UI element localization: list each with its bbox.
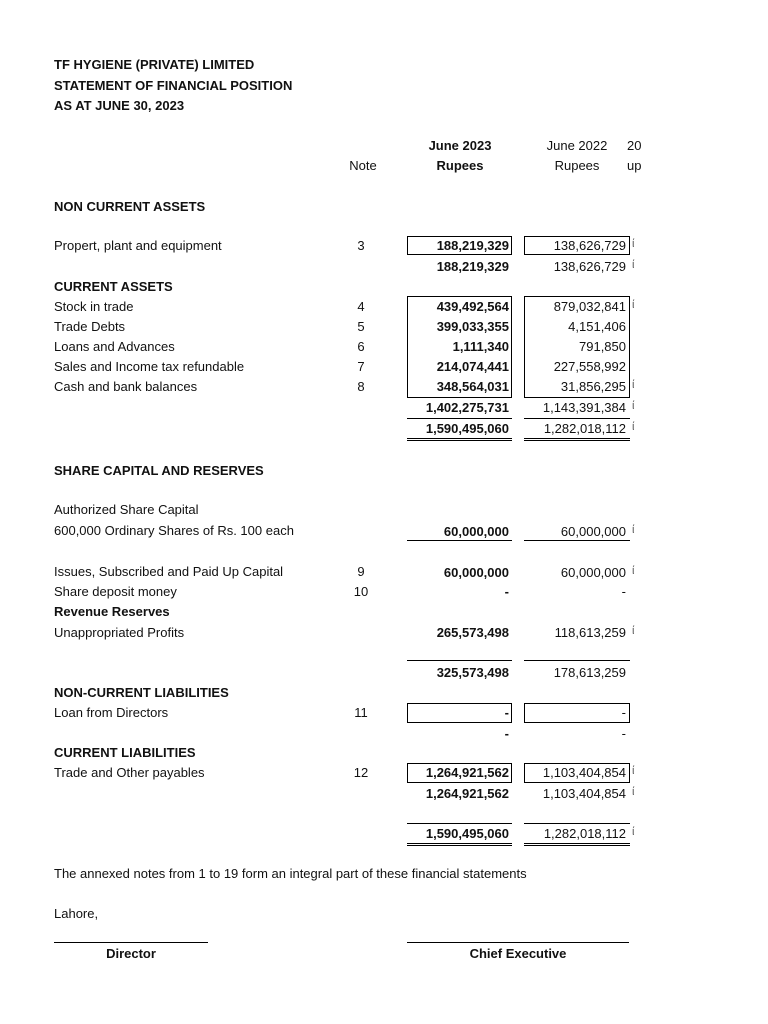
edge-glyph: ί — [632, 565, 635, 577]
edge-glyph: ί — [632, 524, 635, 536]
statement-date: AS AT JUNE 30, 2023 — [54, 98, 185, 113]
deposit-note: 10 — [353, 584, 369, 599]
equity-total-py: 178,613,259 — [553, 665, 626, 680]
trade-debts-note: 5 — [357, 319, 365, 334]
ceo-signature-line — [407, 942, 629, 943]
unappropriated-cy: 265,573,498 — [436, 625, 509, 640]
loans-cy: 1,111,340 — [452, 339, 509, 354]
loans-note: 6 — [357, 339, 365, 354]
ncl-total-py: - — [621, 726, 626, 741]
current-assets-total-cy: 1,402,275,731 — [425, 400, 509, 415]
payables-cy: 1,264,921,562 — [425, 765, 509, 780]
edge-glyph: ί — [632, 259, 635, 271]
ppe-label: Propert, plant and equipment — [54, 238, 222, 253]
issued-py: 60,000,000 — [560, 565, 626, 580]
trade-debts-label: Trade Debts — [54, 319, 126, 334]
current-assets-total-py: 1,143,391,384 — [542, 400, 626, 415]
ncl-total-cy: - — [504, 726, 509, 741]
cut-column-unit: up — [627, 158, 641, 173]
cl-heading: CURRENT LIABILITIES — [54, 745, 196, 760]
edge-glyph: ί — [632, 765, 635, 777]
director-signature-line — [54, 942, 208, 943]
cash-cy: 348,564,031 — [436, 379, 509, 394]
total-equity-liabilities-cy: 1,590,495,060 — [425, 826, 509, 841]
tax-refundable-cy: 214,074,441 — [436, 359, 509, 374]
trade-debts-py: 4,151,406 — [568, 319, 626, 334]
cash-label: Cash and bank balances — [54, 379, 198, 394]
deposit-py: - — [621, 584, 626, 599]
payables-label: Trade and Other payables — [54, 765, 205, 780]
prior-year-header: June 2022 — [546, 138, 608, 153]
chief-executive-label: Chief Executive — [469, 946, 567, 961]
edge-glyph: ί — [632, 786, 635, 798]
edge-glyph: ί — [632, 421, 635, 433]
tax-refundable-note: 7 — [357, 359, 365, 374]
payables-note: 12 — [353, 765, 369, 780]
edge-glyph: ί — [632, 826, 635, 838]
trade-debts-cy: 399,033,355 — [436, 319, 509, 334]
ppe-note: 3 — [357, 238, 365, 253]
equity-rule — [407, 660, 512, 661]
edge-glyph: ί — [632, 299, 635, 311]
place: Lahore, — [54, 906, 99, 921]
subtotal-rule — [407, 418, 512, 419]
equity-rule — [524, 660, 630, 661]
double-underline — [524, 843, 630, 846]
ncl-heading: NON-CURRENT LIABILITIES — [54, 685, 229, 700]
equity-total-cy: 325,573,498 — [436, 665, 509, 680]
issued-label: Issues, Subscribed and Paid Up Capital — [54, 564, 284, 579]
unappropriated-label: Unappropriated Profits — [54, 625, 185, 640]
double-underline — [524, 438, 630, 441]
final-rule — [407, 823, 512, 824]
revenue-reserves-heading: Revenue Reserves — [54, 604, 170, 619]
loans-py: 791,850 — [579, 339, 626, 354]
deposit-label: Share deposit money — [54, 584, 177, 599]
current-year-header: June 2023 — [428, 138, 492, 153]
stock-note: 4 — [357, 299, 365, 314]
final-rule — [524, 823, 630, 824]
notes-statement: The annexed notes from 1 to 19 form an integral part of these financial statements — [54, 866, 527, 881]
tax-refundable-py: 227,558,992 — [553, 359, 626, 374]
authorized-py: 60,000,000 — [560, 524, 626, 539]
payables-py: 1,103,404,854 — [542, 765, 626, 780]
cut-column-year: 20 — [627, 138, 641, 153]
authorized-rule — [524, 540, 630, 541]
double-underline — [407, 843, 512, 846]
total-assets-py: 1,282,018,112 — [543, 421, 626, 436]
nca-total-py: 138,626,729 — [553, 259, 626, 274]
edge-glyph: ί — [632, 400, 635, 412]
prior-unit-header: Rupees — [554, 158, 600, 173]
current-assets-heading: CURRENT ASSETS — [54, 279, 173, 294]
deposit-cy: - — [504, 584, 509, 599]
subtotal-rule — [524, 418, 630, 419]
stock-py: 879,032,841 — [553, 299, 626, 314]
cl-total-cy: 1,264,921,562 — [425, 786, 509, 801]
authorized-rule — [407, 540, 512, 541]
cash-note: 8 — [357, 379, 365, 394]
ppe-cy: 188,219,329 — [436, 238, 509, 253]
non-current-assets-heading: NON CURRENT ASSETS — [54, 199, 206, 214]
unappropriated-py: 118,613,259 — [554, 625, 626, 640]
current-unit-header: Rupees — [436, 158, 484, 173]
stock-label: Stock in trade — [54, 299, 134, 314]
loan-directors-cy: - — [504, 705, 509, 720]
stock-cy: 439,492,564 — [436, 299, 509, 314]
loans-label: Loans and Advances — [54, 339, 175, 354]
company-name: TF HYGIENE (PRIVATE) LIMITED — [54, 57, 255, 72]
nca-total-cy: 188,219,329 — [436, 259, 509, 274]
tax-refundable-label: Sales and Income tax refundable — [54, 359, 245, 374]
director-label: Director — [106, 946, 156, 961]
statement-title: STATEMENT OF FINANCIAL POSITION — [54, 78, 293, 93]
double-underline — [407, 438, 512, 441]
authorized-label: Authorized Share Capital — [54, 502, 199, 517]
loan-directors-note: 11 — [354, 705, 368, 720]
loan-directors-py: - — [621, 705, 626, 720]
issued-cy: 60,000,000 — [443, 565, 509, 580]
authorized-detail: 600,000 Ordinary Shares of Rs. 100 each — [54, 523, 294, 538]
ppe-py: 138,626,729 — [553, 238, 626, 253]
issued-note: 9 — [357, 564, 365, 579]
loan-directors-label: Loan from Directors — [54, 705, 169, 720]
authorized-cy: 60,000,000 — [443, 524, 509, 539]
equity-heading: SHARE CAPITAL AND RESERVES — [54, 463, 264, 478]
edge-glyph: ί — [632, 238, 635, 250]
cash-py: 31,856,295 — [560, 379, 626, 394]
total-equity-liabilities-py: 1,282,018,112 — [543, 826, 626, 841]
cl-total-py: 1,103,404,854 — [542, 786, 626, 801]
note-column-header: Note — [349, 158, 377, 173]
total-assets-cy: 1,590,495,060 — [425, 421, 509, 436]
edge-glyph: ί — [632, 625, 635, 637]
edge-glyph: ί — [632, 379, 635, 391]
